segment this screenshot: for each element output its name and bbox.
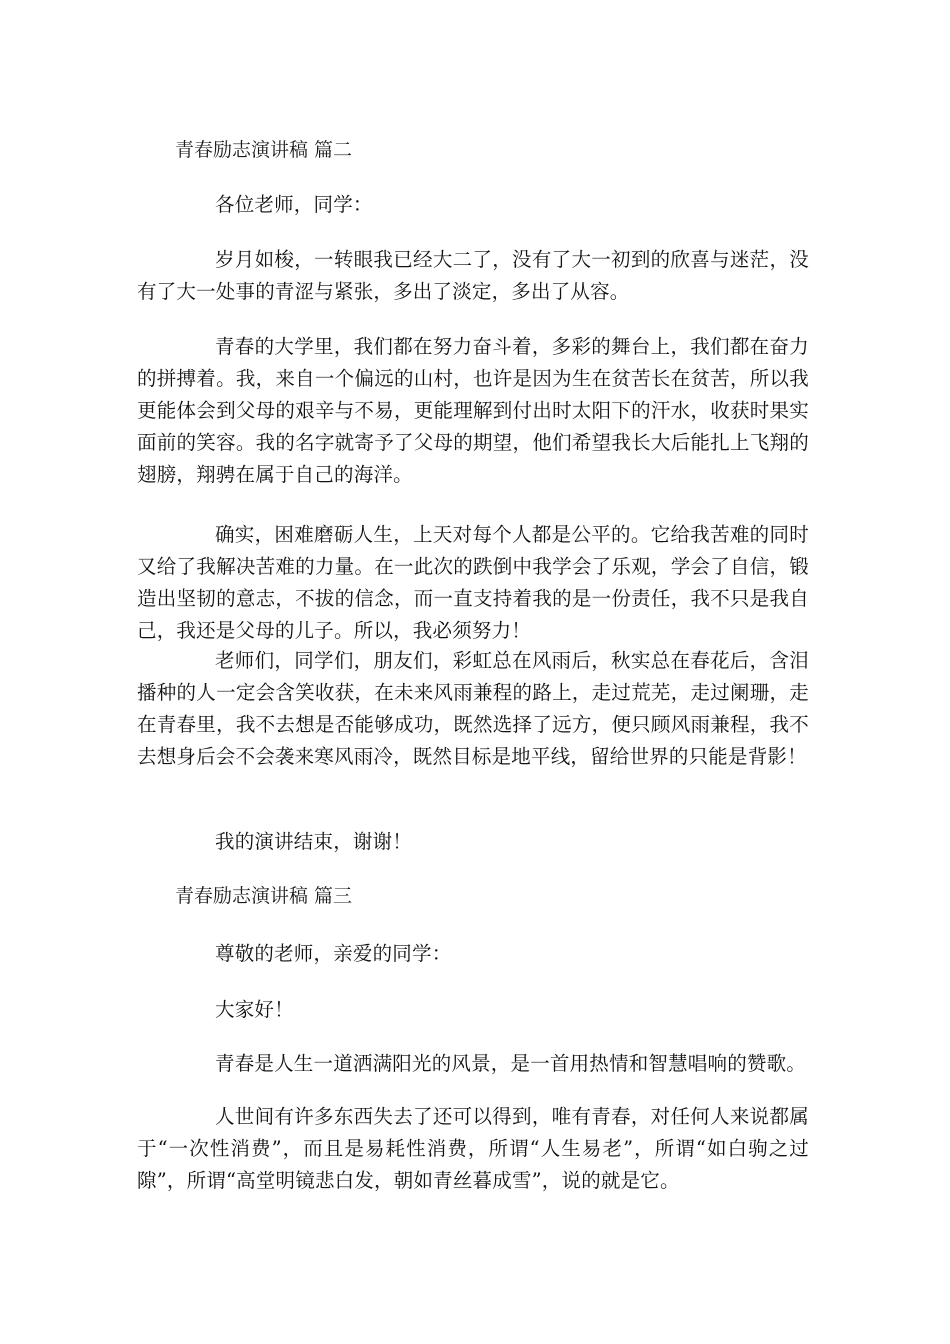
paragraph-greeting: 大家好！ [215, 998, 294, 1021]
paragraph: 老师们，同学们，朋友们，彩虹总在风雨后，秋实总在春花后，含泪播种的人一定会含笑收获，在未来风雨兼程的路上，走过荒芜，走过阑珊，走在青春里，我不去想是否能够成功，既然选择了远方，便只顾风雨兼程，我不去想身后会不会袭来寒风雨冷，既然目标是地平线，留给世界的只能是背影！ [137, 649, 809, 768]
section-heading-3: 青春励志演讲稿 篇三 [175, 885, 353, 907]
paragraph-salutation: 各位老师，同学： [215, 193, 373, 216]
paragraph: 青春是人生一道洒满阳光的风景，是一首用热情和智慧唱响的赞歌。 [215, 1052, 807, 1075]
section-heading-2: 青春励志演讲稿 篇二 [175, 139, 353, 161]
paragraph-closing: 我的演讲结束，谢谢！ [215, 830, 413, 853]
paragraph: 确实，困难磨砺人生，上天对每个人都是公平的。它给我苦难的同时又给了我解决苦难的力量。在一此次的跌倒中我学会了乐观，学会了自信，锻造出坚韧的意志，不拔的信念，而一直支持着我的是一份责任，我不只是我自己，我还是父母的儿子。所以，我必须努力！ [137, 523, 809, 642]
paragraph: 青春的大学里，我们都在努力奋斗着，多彩的舞台上，我们都在奋力的拼搏着。我，来自一个偏远的山村，也许是因为生在贫苦长在贫苦，所以我更能体会到父母的艰辛与不易，更能理解到付出时太阳下的汗水，收获时果实面前的笑容。我的名字就寄予了父母的期望，他们希望我长大后能扎上飞翔的翅膀，翔骋在属于自己的海洋。 [137, 335, 809, 486]
paragraph: 人世间有许多东西失去了还可以得到，唯有青春，对任何人来说都属于“一次性消费”，而且是易耗性消费，所谓“人生易老”，所谓“如白驹之过隙”，所谓“高堂明镜悲白发，朝如青丝暮成雪”，说的就是它。 [137, 1105, 809, 1192]
paragraph: 岁月如梭，一转眼我已经大二了，没有了大一初到的欣喜与迷茫，没有了大一处事的青涩与紧张，多出了淡定，多出了从容。 [137, 248, 809, 303]
paragraph-salutation: 尊敬的老师，亲爱的同学： [215, 942, 452, 965]
